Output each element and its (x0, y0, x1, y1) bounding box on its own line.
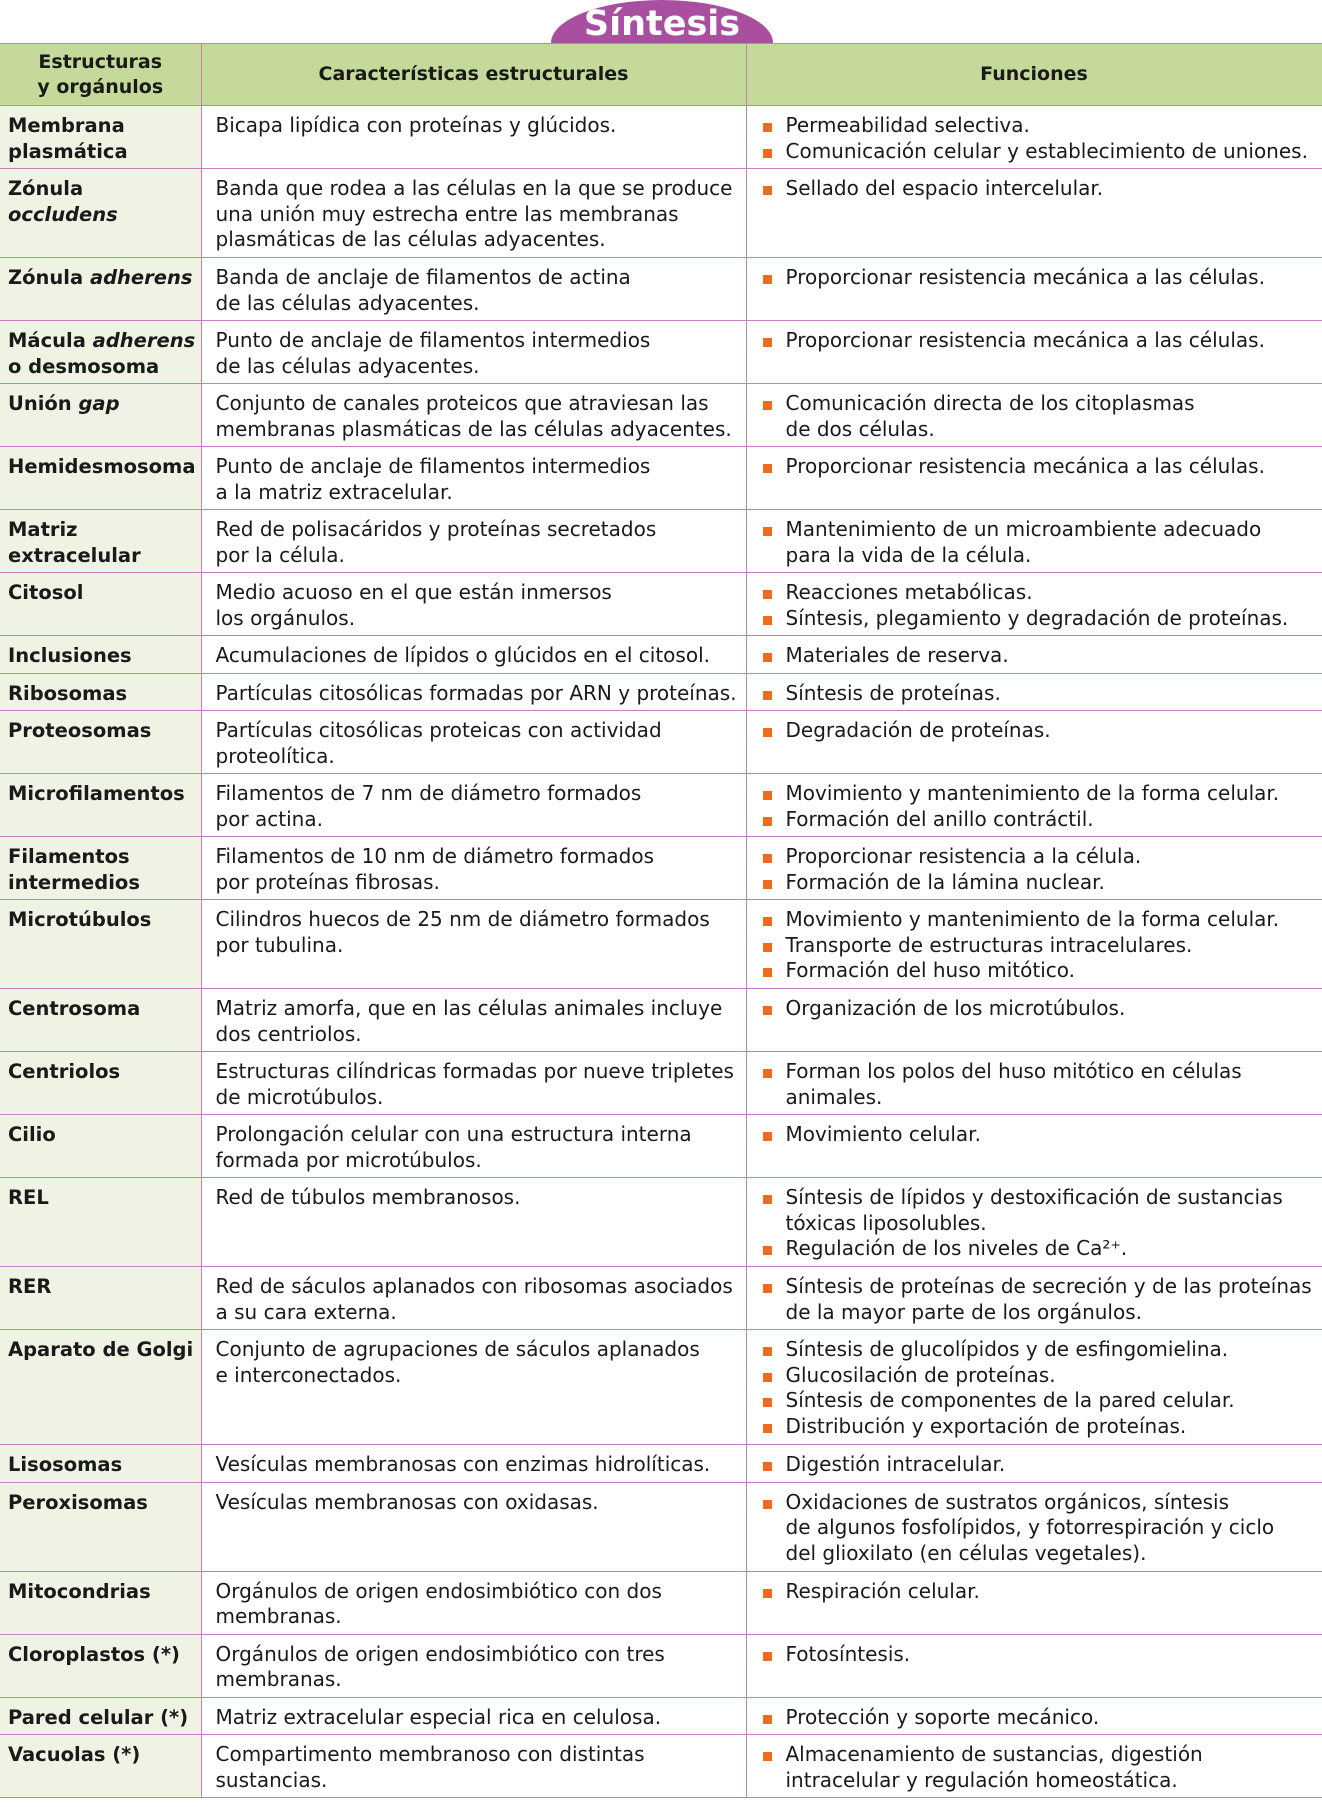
structure-functions (746, 1330, 1322, 1445)
square-bullet-icon (763, 1373, 772, 1382)
structure-functions (746, 837, 1322, 900)
function-text: Síntesis de glucolípidos y de esfingomielina. (785, 1337, 1229, 1361)
structure-functions (746, 258, 1322, 321)
structure-characteristics: Filamentos de 10 nm de diámetro formados por proteínas fibrosas. (201, 837, 746, 900)
function-list (761, 454, 1318, 480)
square-bullet-icon (763, 1752, 772, 1761)
table-row (0, 321, 1322, 384)
function-list (761, 265, 1318, 291)
function-item (761, 580, 1318, 606)
function-list (761, 781, 1318, 832)
table-row (0, 1697, 1322, 1735)
structure-name: Cilio (0, 1115, 201, 1178)
structure-functions (746, 1634, 1322, 1697)
header-structures: Estructuras y orgánulos (0, 44, 201, 106)
structure-characteristics: Red de polisacáridos y proteínas secretados por la célula. (201, 510, 746, 573)
function-text: Movimiento celular. (785, 1122, 981, 1146)
function-text: Oxidaciones de sustratos orgánicos, síntesis de algunos fosfolípidos, y fotorrespiración y ciclo del glioxilato (en células vegetales). (785, 1489, 1275, 1565)
square-bullet-icon (763, 1500, 772, 1509)
function-item (761, 1642, 1318, 1668)
structure-name: Citosol (0, 573, 201, 636)
function-list (761, 328, 1318, 354)
structure-name: Zónula adherens (0, 258, 201, 321)
table-row (0, 989, 1322, 1052)
structure-name: Ribosomas (0, 673, 201, 711)
structure-functions (746, 1697, 1322, 1735)
header-characteristics: Características estructurales (201, 44, 746, 106)
structure-name: Proteosomas (0, 711, 201, 774)
function-item (761, 1337, 1318, 1363)
function-list (761, 1452, 1318, 1478)
table-row (0, 1735, 1322, 1798)
structure-characteristics: Prolongación celular con una estructura interna formada por microtúbulos. (201, 1115, 746, 1178)
square-bullet-icon (763, 1462, 772, 1471)
structure-name: Mitocondrias (0, 1571, 201, 1634)
table-row (0, 1571, 1322, 1634)
function-list (761, 1059, 1318, 1110)
structure-name: REL (0, 1178, 201, 1267)
function-text: Formación de la lámina nuclear. (785, 869, 1105, 894)
function-text: Degradación de proteínas. (785, 718, 1051, 742)
square-bullet-icon (763, 1652, 772, 1661)
synthesis-table (0, 43, 1322, 1798)
structure-name: Hemidesmosoma (0, 447, 201, 510)
function-list (761, 113, 1318, 164)
function-list (761, 1337, 1318, 1439)
structure-functions (746, 1571, 1322, 1634)
table-row (0, 1330, 1322, 1445)
function-text: Sellado del espacio intercelular. (785, 176, 1104, 200)
function-text: Forman los polos del huso mitótico en células animales. (785, 1059, 1242, 1109)
square-bullet-icon (763, 1069, 772, 1078)
structure-name: Microtúbulos (0, 900, 201, 989)
table-row (0, 169, 1322, 258)
table-body (0, 106, 1322, 1798)
function-list (761, 176, 1318, 202)
structure-functions (746, 1267, 1322, 1330)
structure-characteristics: Bicapa lipídica con proteínas y glúcidos. (201, 106, 746, 169)
function-text: Síntesis de lípidos y destoxificación de sustancias tóxicas liposolubles. (785, 1185, 1283, 1235)
function-text: Regulación de los niveles de Ca²⁺. (785, 1236, 1128, 1260)
function-list (761, 1185, 1318, 1262)
structure-functions (746, 1482, 1322, 1571)
function-list (761, 1705, 1318, 1731)
function-text: Proporcionar resistencia mecánica a las células. (785, 454, 1265, 478)
square-bullet-icon (763, 817, 772, 826)
structure-characteristics: Conjunto de agrupaciones de sáculos aplanados e interconectados. (201, 1330, 746, 1445)
function-list (761, 1579, 1318, 1605)
structure-functions (746, 169, 1322, 258)
structure-characteristics: Banda de anclaje de filamentos de actina de las células adyacentes. (201, 258, 746, 321)
table-row (0, 837, 1322, 900)
square-bullet-icon (763, 854, 772, 863)
function-text: Formación del anillo contráctil. (785, 806, 1094, 831)
function-item (761, 1185, 1318, 1236)
table-row (0, 1445, 1322, 1483)
function-item (761, 391, 1318, 442)
structure-functions (746, 447, 1322, 510)
function-list (761, 391, 1318, 442)
function-text: Glucosilación de proteínas. (785, 1362, 1056, 1387)
structure-characteristics: Orgánulos de origen endosimbiótico con tres membranas. (201, 1634, 746, 1697)
table-row (0, 636, 1322, 674)
structure-name: Pared celular (*) (0, 1697, 201, 1735)
function-text: Comunicación directa de los citoplasmas de dos células. (785, 391, 1195, 441)
function-text: Movimiento y mantenimiento de la forma celular. (785, 907, 1280, 931)
structure-characteristics: Banda que rodea a las células en la que se produce una unión muy estrecha entre las membranas plasmáticas de las células adyacentes. (201, 169, 746, 258)
function-text: Proporcionar resistencia mecánica a las células. (785, 265, 1265, 289)
structure-characteristics: Red de sáculos aplanados con ribosomas asociados a su cara externa. (201, 1267, 746, 1330)
square-bullet-icon (763, 123, 772, 132)
function-text: Comunicación celular y establecimiento de uniones. (785, 138, 1308, 163)
structure-functions (746, 106, 1322, 169)
structure-name: Peroxisomas (0, 1482, 201, 1571)
table-row (0, 673, 1322, 711)
structure-characteristics: Punto de anclaje de filamentos intermedios a la matriz extracelular. (201, 447, 746, 510)
square-bullet-icon (763, 275, 772, 284)
function-list (761, 1742, 1318, 1793)
function-list (761, 718, 1318, 744)
function-item (761, 844, 1318, 870)
square-bullet-icon (763, 791, 772, 800)
square-bullet-icon (763, 464, 772, 473)
function-item (761, 643, 1318, 669)
function-text: Almacenamiento de sustancias, digestión intracelular y regulación homeostática. (785, 1742, 1203, 1792)
function-text: Síntesis, plegamiento y degradación de proteínas. (785, 605, 1289, 630)
function-list (761, 907, 1318, 984)
square-bullet-icon (763, 653, 772, 662)
table-row (0, 1115, 1322, 1178)
sintesis-tab (551, 0, 773, 43)
structure-functions (746, 573, 1322, 636)
table-row (0, 258, 1322, 321)
square-bullet-icon (763, 917, 772, 926)
structure-functions (746, 1052, 1322, 1115)
function-item (761, 1363, 1318, 1389)
square-bullet-icon (763, 186, 772, 195)
structure-functions (746, 900, 1322, 989)
square-bullet-icon (763, 149, 772, 158)
function-text: Síntesis de proteínas. (785, 680, 1001, 705)
function-item (761, 807, 1318, 833)
function-list (761, 1490, 1318, 1567)
function-item (761, 1490, 1318, 1567)
function-list (761, 1274, 1318, 1325)
structure-characteristics: Matriz extracelular especial rica en celulosa. (201, 1697, 746, 1735)
function-item (761, 176, 1318, 202)
square-bullet-icon (763, 590, 772, 599)
square-bullet-icon (763, 1284, 772, 1293)
table-row (0, 1267, 1322, 1330)
structure-name: Centrosoma (0, 989, 201, 1052)
square-bullet-icon (763, 943, 772, 952)
square-bullet-icon (763, 338, 772, 347)
function-list (761, 643, 1318, 669)
structure-characteristics: Punto de anclaje de filamentos intermedios de las células adyacentes. (201, 321, 746, 384)
function-text: Respiración celular. (785, 1578, 980, 1603)
structure-characteristics: Orgánulos de origen endosimbiótico con dos membranas. (201, 1571, 746, 1634)
function-item (761, 606, 1318, 632)
square-bullet-icon (763, 880, 772, 889)
structure-name: Mácula adherens o desmosoma (0, 321, 201, 384)
function-text: Reacciones metabólicas. (785, 580, 1033, 604)
structure-name: Unión gap (0, 384, 201, 447)
structure-functions (746, 1115, 1322, 1178)
square-bullet-icon (763, 1347, 772, 1356)
function-item (761, 718, 1318, 744)
tab-title: Síntesis (583, 4, 741, 43)
function-text: Organización de los microtúbulos. (785, 996, 1126, 1020)
function-text: Protección y soporte mecánico. (785, 1704, 1100, 1729)
structure-functions (746, 1178, 1322, 1267)
function-item (761, 870, 1318, 896)
square-bullet-icon (763, 616, 772, 625)
function-list (761, 996, 1318, 1022)
table-row (0, 1482, 1322, 1571)
square-bullet-icon (763, 401, 772, 410)
structure-characteristics: Matriz amorfa, que en las células animales incluye dos centriolos. (201, 989, 746, 1052)
structure-name: Filamentos intermedios (0, 837, 201, 900)
function-item (761, 996, 1318, 1022)
function-item (761, 1742, 1318, 1793)
square-bullet-icon (763, 1132, 772, 1141)
structure-name: Membrana plasmática (0, 106, 201, 169)
table-row (0, 1052, 1322, 1115)
square-bullet-icon (763, 1715, 772, 1724)
function-text: Permeabilidad selectiva. (785, 113, 1030, 137)
function-list (761, 844, 1318, 895)
structure-characteristics: Vesículas membranosas con oxidasas. (201, 1482, 746, 1571)
function-text: Síntesis de componentes de la pared celular. (785, 1388, 1235, 1412)
structure-functions (746, 636, 1322, 674)
function-list (761, 1642, 1318, 1668)
function-item (761, 1236, 1318, 1262)
square-bullet-icon (763, 691, 772, 700)
function-text: Proporcionar resistencia a la célula. (785, 844, 1142, 868)
function-item (761, 1452, 1318, 1478)
function-text: Mantenimiento de un microambiente adecuado para la vida de la célula. (785, 517, 1262, 567)
structure-functions (746, 321, 1322, 384)
function-text: Formación del huso mitótico. (785, 958, 1075, 982)
function-text: Materiales de reserva. (785, 643, 1009, 667)
structure-name: RER (0, 1267, 201, 1330)
table-row (0, 1634, 1322, 1697)
function-item (761, 139, 1318, 165)
header-functions: Funciones (746, 44, 1322, 106)
structure-characteristics: Vesículas membranosas con enzimas hidrolíticas. (201, 1445, 746, 1483)
function-text: Transporte de estructuras intracelulares. (785, 932, 1193, 957)
table-row (0, 900, 1322, 989)
function-item (761, 933, 1318, 959)
function-text: Proporcionar resistencia mecánica a las células. (785, 328, 1265, 352)
table-row (0, 711, 1322, 774)
square-bullet-icon (763, 1589, 772, 1598)
function-item (761, 907, 1318, 933)
structure-name: Aparato de Golgi (0, 1330, 201, 1445)
header-row (0, 44, 1322, 106)
square-bullet-icon (763, 1006, 772, 1015)
function-item (761, 781, 1318, 807)
structure-characteristics: Medio acuoso en el que están inmersos los orgánulos. (201, 573, 746, 636)
structure-characteristics: Conjunto de canales proteicos que atraviesan las membranas plasmáticas de las células adyacentes. (201, 384, 746, 447)
function-text: Distribución y exportación de proteínas. (785, 1413, 1187, 1438)
function-text: Fotosíntesis. (785, 1641, 911, 1666)
structure-functions (746, 673, 1322, 711)
table-row (0, 447, 1322, 510)
function-item (761, 1579, 1318, 1605)
table-row (0, 1178, 1322, 1267)
structure-functions (746, 510, 1322, 573)
square-bullet-icon (763, 1246, 772, 1255)
function-list (761, 681, 1318, 707)
structure-characteristics: Compartimento membranoso con distintas sustancias. (201, 1735, 746, 1798)
square-bullet-icon (763, 1424, 772, 1433)
function-item (761, 517, 1318, 568)
structure-name: Cloroplastos (*) (0, 1634, 201, 1697)
square-bullet-icon (763, 968, 772, 977)
function-item (761, 681, 1318, 707)
function-item (761, 328, 1318, 354)
function-item (761, 1059, 1318, 1110)
table-row (0, 774, 1322, 837)
structure-name: Inclusiones (0, 636, 201, 674)
structure-characteristics: Filamentos de 7 nm de diámetro formados por actina. (201, 774, 746, 837)
square-bullet-icon (763, 1398, 772, 1407)
table-row (0, 106, 1322, 169)
structure-name: Centriolos (0, 1052, 201, 1115)
structure-name: Matriz extracelular (0, 510, 201, 573)
structure-characteristics: Red de túbulos membranosos. (201, 1178, 746, 1267)
structure-name: Microfilamentos (0, 774, 201, 837)
structure-functions (746, 989, 1322, 1052)
function-list (761, 1122, 1318, 1148)
function-item (761, 1274, 1318, 1325)
function-item (761, 265, 1318, 291)
table-row (0, 573, 1322, 636)
function-item (761, 113, 1318, 139)
structure-functions (746, 1445, 1322, 1483)
square-bullet-icon (763, 527, 772, 536)
function-item (761, 1388, 1318, 1414)
structure-characteristics: Partículas citosólicas formadas por ARN y proteínas. (201, 673, 746, 711)
structure-characteristics: Acumulaciones de lípidos o glúcidos en el citosol. (201, 636, 746, 674)
structure-functions (746, 1735, 1322, 1798)
square-bullet-icon (763, 728, 772, 737)
structure-name: Lisosomas (0, 1445, 201, 1483)
structure-functions (746, 711, 1322, 774)
function-item (761, 958, 1318, 984)
structure-characteristics: Estructuras cilíndricas formadas por nueve tripletes de microtúbulos. (201, 1052, 746, 1115)
function-item (761, 454, 1318, 480)
function-list (761, 580, 1318, 631)
table-row (0, 510, 1322, 573)
function-item (761, 1705, 1318, 1731)
function-text: Síntesis de proteínas de secreción y de las proteínas de la mayor parte de los orgánulos. (785, 1274, 1312, 1324)
structure-characteristics: Cilindros huecos de 25 nm de diámetro formados por tubulina. (201, 900, 746, 989)
table-row (0, 384, 1322, 447)
function-item (761, 1414, 1318, 1440)
function-list (761, 517, 1318, 568)
square-bullet-icon (763, 1195, 772, 1204)
structure-functions (746, 384, 1322, 447)
structure-characteristics: Partículas citosólicas proteicas con actividad proteolítica. (201, 711, 746, 774)
structure-name: Vacuolas (*) (0, 1735, 201, 1798)
structure-functions (746, 774, 1322, 837)
function-text: Digestión intracelular. (785, 1452, 1006, 1476)
function-item (761, 1122, 1318, 1148)
structure-name: Zónula occludens (0, 169, 201, 258)
function-text: Movimiento y mantenimiento de la forma celular. (785, 781, 1280, 805)
